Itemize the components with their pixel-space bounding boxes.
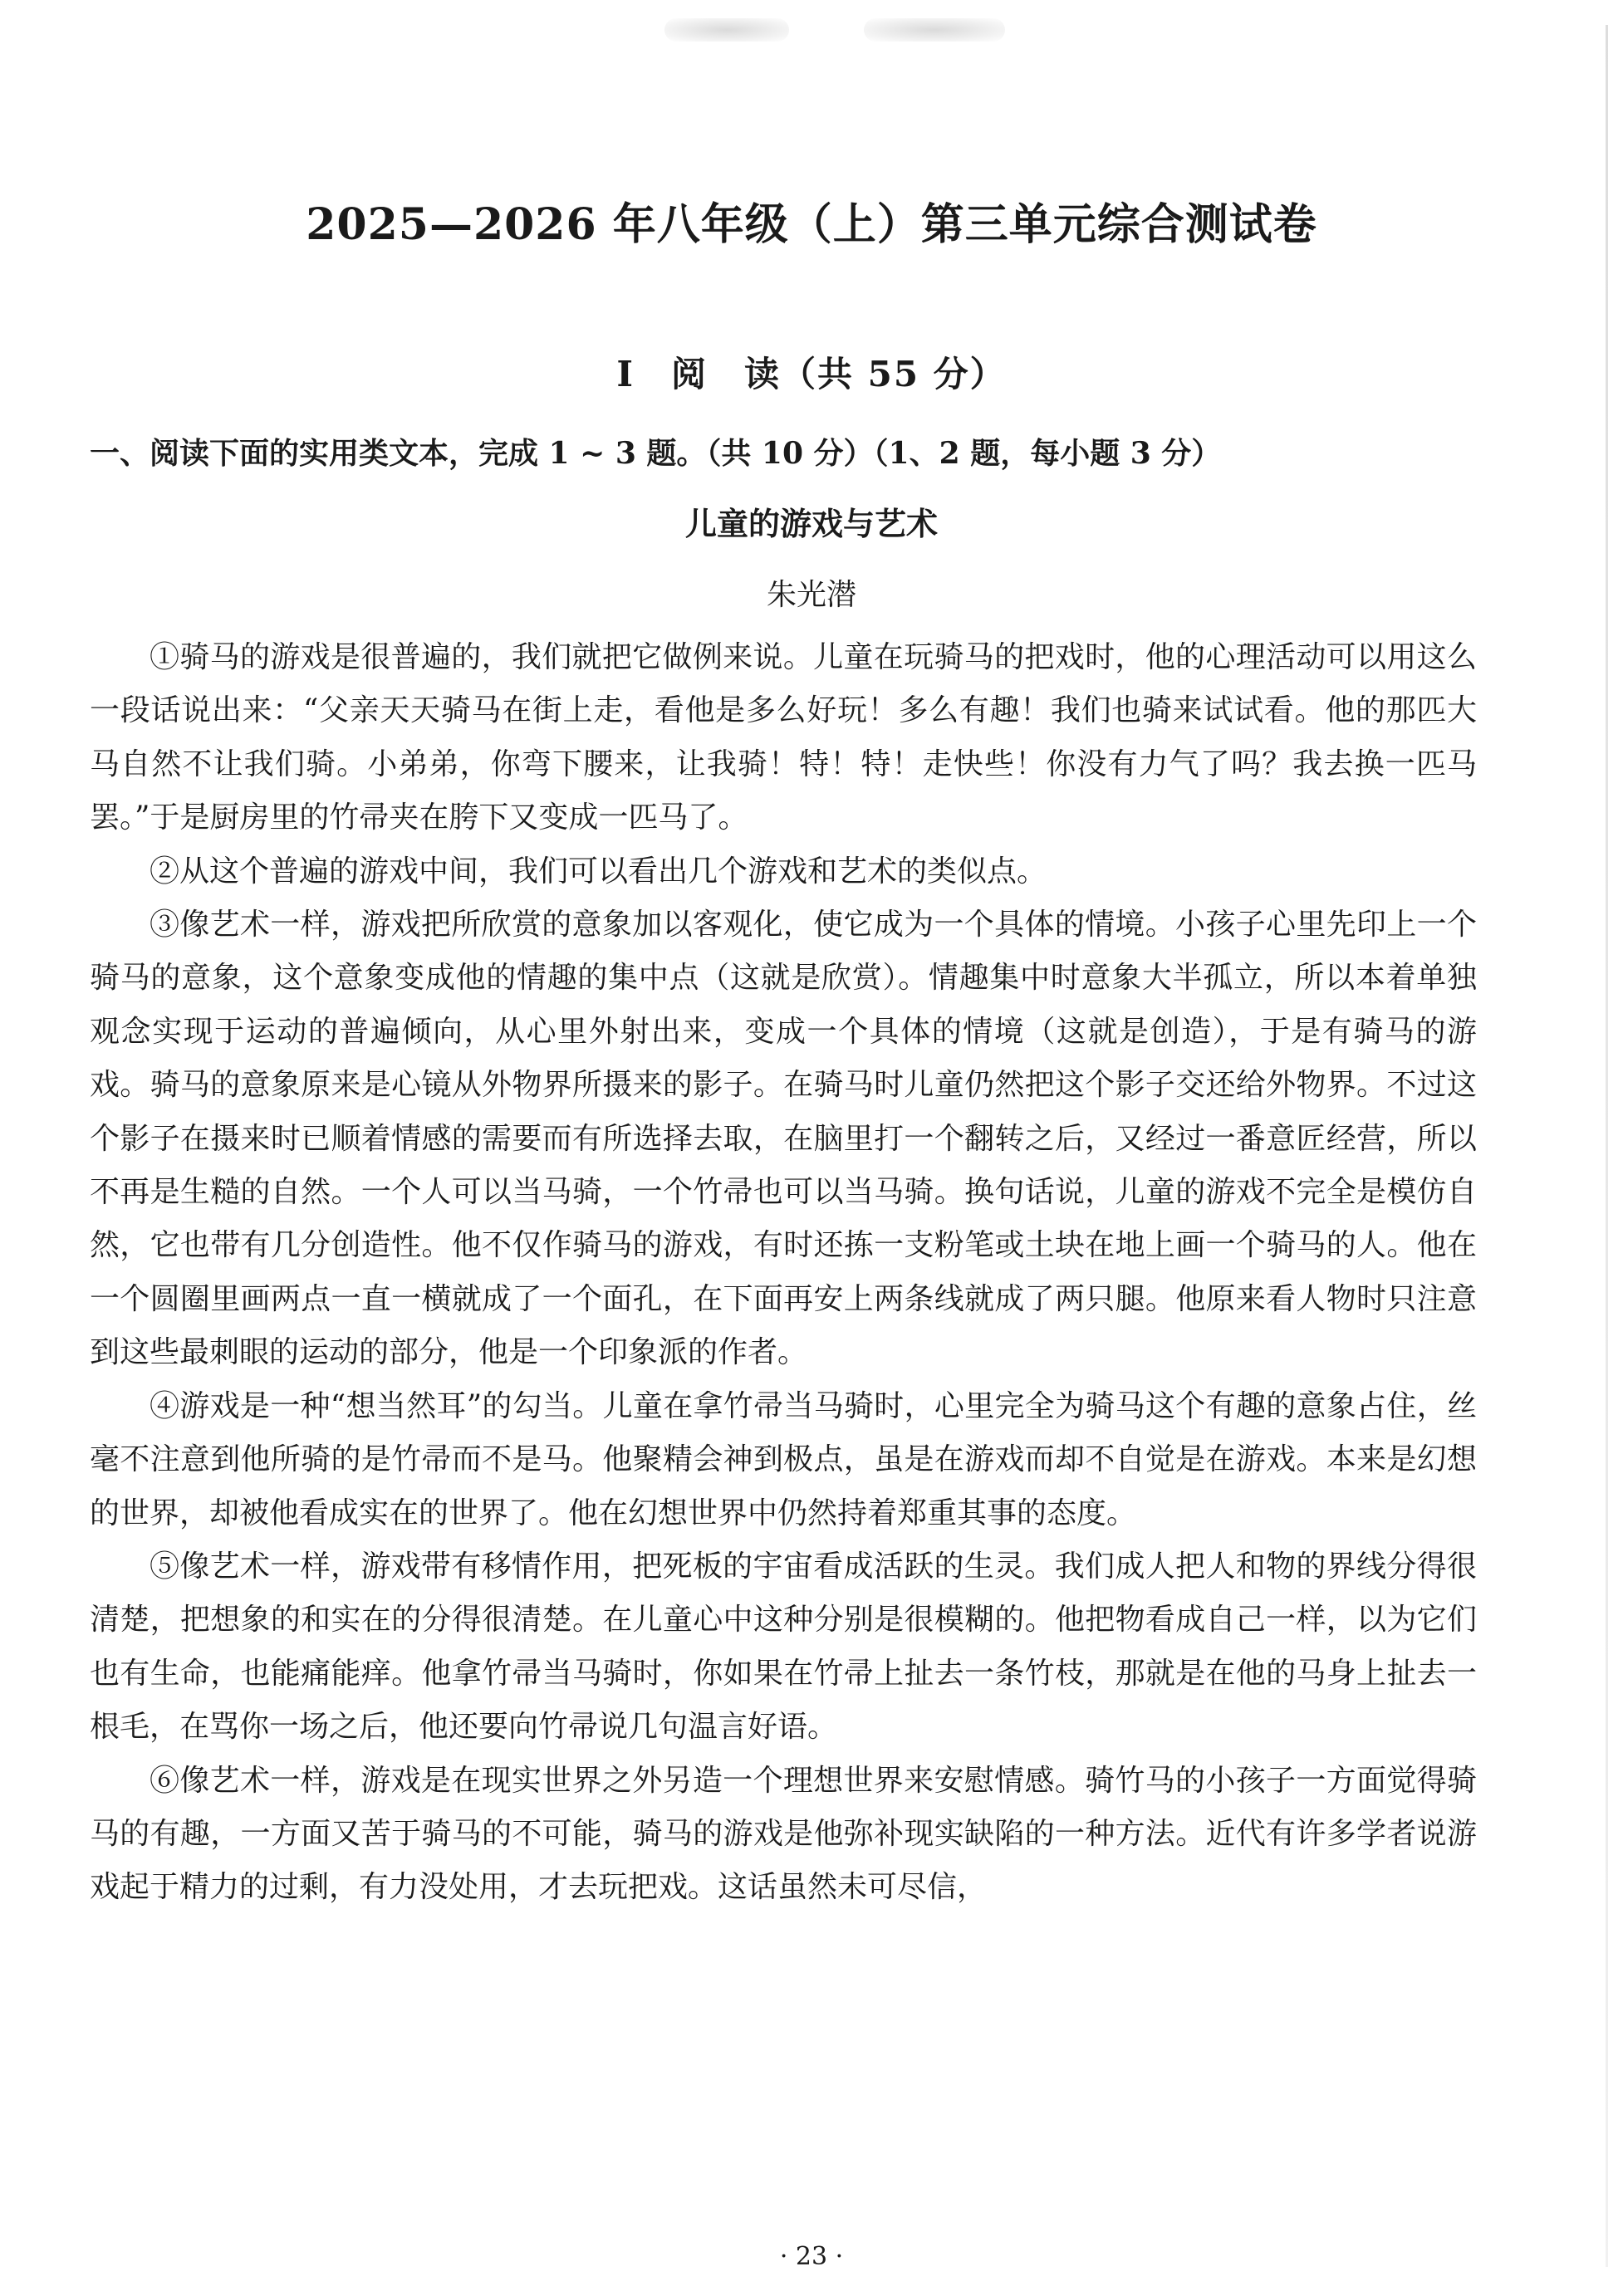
article-body <box>90 631 1477 1915</box>
scan-smudge-right <box>864 18 1005 42</box>
paragraph-2: ②从这个普遍的游戏中间，我们可以看出几个游戏和艺术的类似点。 <box>150 854 1047 889</box>
exam-title: 2025—2026 年八年级（上）第三单元综合测试卷 <box>306 199 1317 250</box>
paragraph-4: ④游戏是一种“想当然耳”的勾当。儿童在拿竹帚当马骑时，心里完全为骑马这个有趣的意象占住，丝毫不注意到他所骑的是竹帚而不是马。他聚精会神到极点，虽是在游戏而却不自觉是在游戏。本来是幻想的世界，却被他看成实在的世界了。他在幻想世界中仍然持着郑重其事的态度。 <box>90 1388 1477 1530</box>
article-author: 朱光潜 <box>766 578 856 612</box>
paragraph-6: ⑥像艺术一样，游戏是在现实世界之外另造一个理想世界来安慰情感。骑竹马的小孩子一方面觉得骑马的有趣，一方面又苦于骑马的不可能，骑马的游戏是他弥补现实缺陷的一种方法。近代有许多学者说游戏起于精力的过剩，有力没处用，才去玩把戏。这话虽然未可尽信， <box>90 1763 1477 1905</box>
paragraph-1: ①骑马的游戏是很普遍的，我们就把它做例来说。儿童在玩骑马的把戏时，他的心理活动可以用这么一段话说出来：“父亲天天骑马在街上走，看他是多么好玩！多么有趣！我们也骑来试试看。他的那匹大马自然不让我们骑。小弟弟，你弯下腰来，让我骑！特！特！走快些！你没有力气了吗？我去换一匹马罢。”于是厨房里的竹帚夹在胯下又变成一匹马了。 <box>90 640 1477 835</box>
article-title: 儿童的游戏与艺术 <box>684 506 938 542</box>
paragraph-3: ③像艺术一样，游戏把所欣赏的意象加以客观化，使它成为一个具体的情境。小孩子心里先印上一个骑马的意象，这个意象变成他的情趣的集中点（这就是欣赏）。情趣集中时意象大半孤立，所以本着单独观念实现于运动的普遍倾向，从心里外射出来，变成一个具体的情境（这就是创造），于是有骑马的游戏。骑马的意象原来是心镜从外物界所摄来的影子。在骑马时儿童仍然把这个影子交还给外物界。不过这个影子在摄来时已顺着情感的需要而有所选择去取，在脑里打一个翻转之后，又经过一番意匠经营，所以不再是生糙的自然。一个人可以当马骑，一个竹帚也可以当马骑。换句话说，儿童的游戏不完全是模仿自然，它也带有几分创造性。他不仅作骑马的游戏，有时还拣一支粉笔或土块在地上画一个骑马的人。他在一个圆圈里画两点一直一横就成了一个面孔，在下面再安上两条线就成了两只腿。他原来看人物时只注意到这些最刺眼的运动的部分，他是一个印象派的作者。 <box>90 908 1477 1370</box>
paragraph-5: ⑤像艺术一样，游戏带有移情作用，把死板的宇宙看成活跃的生灵。我们成人把人和物的界线分得很清楚，把想象的和实在的分得很清楚。在儿童心中这种分别是很模糊的。他把物看成自己一样，以为它们也有生命，也能痛能痒。他拿竹帚当马骑时，你如果在竹帚上扯去一条竹枝，那就是在他的马身上扯去一根毛，在骂你一场之后，他还要向竹帚说几句温言好语。 <box>90 1549 1477 1745</box>
page-number: · 23 · <box>779 2242 844 2271</box>
section-title: Ⅰ 阅 读（共 55 分） <box>616 354 1007 394</box>
question-instruction: 一、阅读下面的实用类文本，完成 1 ~ 3 题。（共 10 分）（1、2 题，每小题 3 分） <box>90 436 1222 471</box>
scan-smudge-left <box>664 18 789 42</box>
